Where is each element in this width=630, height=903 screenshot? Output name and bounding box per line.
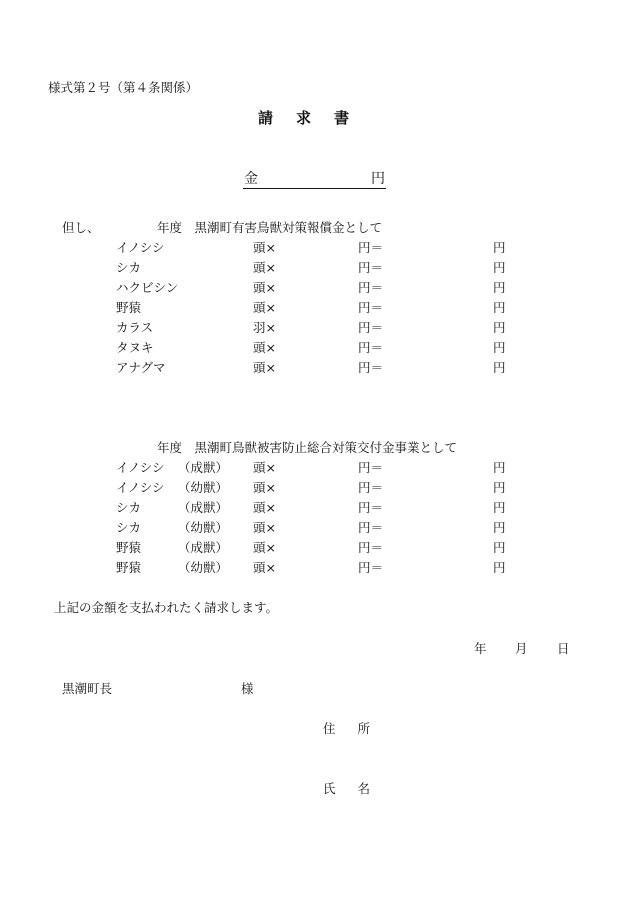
table-row: [0, 342, 630, 358]
age-class: （成獣）: [178, 540, 229, 555]
total-label: 円: [493, 480, 506, 495]
unit-label: 頭×: [253, 560, 276, 575]
unit-label: 頭×: [253, 540, 276, 555]
table-row: [0, 322, 630, 338]
total-label: 円: [493, 320, 506, 335]
animal-name: ハクビシン: [116, 280, 179, 295]
total-label: 円: [493, 460, 506, 475]
total-label: 円: [493, 520, 506, 535]
amount-line[interactable]: [243, 172, 386, 189]
age-class: （成獣）: [178, 500, 229, 515]
total-label: 円: [493, 560, 506, 575]
table-row: [0, 282, 630, 298]
date-day: 日: [557, 641, 570, 656]
price-label: 円＝: [358, 500, 384, 515]
price-label: 円＝: [358, 280, 384, 295]
animal-name: イノシシ: [116, 480, 165, 495]
amount-yen-label: 円: [371, 171, 385, 187]
animal-name: アナグマ: [116, 360, 166, 375]
age-class: （幼獣）: [178, 480, 229, 495]
age-class: （成獣）: [178, 460, 229, 475]
tadashi-label: 但し、: [62, 220, 100, 235]
unit-label: 頭×: [253, 460, 276, 475]
section2-heading: 年度 黒潮町鳥獣被害防止総合対策交付金事業として: [157, 440, 458, 455]
age-class: （幼獣）: [178, 520, 229, 535]
date-year: 年: [474, 641, 487, 656]
amount-kin-label: 金: [244, 171, 258, 187]
total-label: 円: [493, 280, 506, 295]
date-month: 月: [515, 641, 528, 656]
animal-name: シカ: [116, 260, 142, 275]
unit-label: 頭×: [253, 260, 276, 275]
unit-label: 羽×: [253, 320, 276, 335]
unit-label: 頭×: [253, 340, 276, 355]
total-label: 円: [493, 360, 506, 375]
claimant-address-label: 住所: [323, 721, 393, 736]
table-row: [0, 302, 630, 318]
animal-name: 野猿: [116, 300, 142, 315]
unit-label: 頭×: [253, 280, 276, 295]
table-row: [0, 462, 630, 478]
table-row: [0, 542, 630, 558]
total-label: 円: [493, 500, 506, 515]
total-label: 円: [493, 340, 506, 355]
animal-name: 野猿: [116, 560, 142, 575]
total-label: 円: [493, 300, 506, 315]
price-label: 円＝: [358, 260, 384, 275]
animal-name: イノシシ: [116, 240, 165, 255]
animal-name: シカ: [116, 500, 142, 515]
total-label: 円: [493, 260, 506, 275]
animal-name: タヌキ: [116, 340, 154, 355]
unit-label: 頭×: [253, 520, 276, 535]
price-label: 円＝: [358, 320, 384, 335]
price-label: 円＝: [358, 560, 384, 575]
animal-name: シカ: [116, 520, 142, 535]
animal-name: 野猿: [116, 540, 142, 555]
table-row: [0, 262, 630, 278]
unit-label: 頭×: [253, 480, 276, 495]
price-label: 円＝: [358, 360, 384, 375]
unit-label: 頭×: [253, 500, 276, 515]
total-label: 円: [493, 540, 506, 555]
claimant-name-label: 氏名: [323, 781, 393, 796]
section1-heading: 年度 黒潮町有害鳥獣対策報償金として: [157, 220, 383, 235]
addressee-sama: 様: [241, 681, 254, 696]
unit-label: 頭×: [253, 240, 276, 255]
page-title: 請求書: [258, 109, 373, 127]
table-row: [0, 362, 630, 378]
total-label: 円: [493, 240, 506, 255]
addressee-mayor: 黒潮町長: [62, 681, 113, 696]
price-label: 円＝: [358, 300, 384, 315]
price-label: 円＝: [358, 460, 384, 475]
table-row: [0, 242, 630, 258]
price-label: 円＝: [358, 540, 384, 555]
price-label: 円＝: [358, 480, 384, 495]
age-class: （幼獣）: [178, 560, 229, 575]
animal-name: イノシシ: [116, 460, 165, 475]
unit-label: 頭×: [253, 300, 276, 315]
unit-label: 頭×: [253, 360, 276, 375]
animal-name: カラス: [116, 320, 154, 335]
price-label: 円＝: [358, 520, 384, 535]
table-row: [0, 562, 630, 578]
table-row: [0, 502, 630, 518]
closing-text: 上記の金額を支払われたく請求します。: [54, 600, 279, 615]
price-label: 円＝: [358, 340, 384, 355]
table-row: [0, 522, 630, 538]
form-number: 様式第２号（第４条関係）: [48, 80, 199, 95]
table-row: [0, 482, 630, 498]
price-label: 円＝: [358, 240, 384, 255]
